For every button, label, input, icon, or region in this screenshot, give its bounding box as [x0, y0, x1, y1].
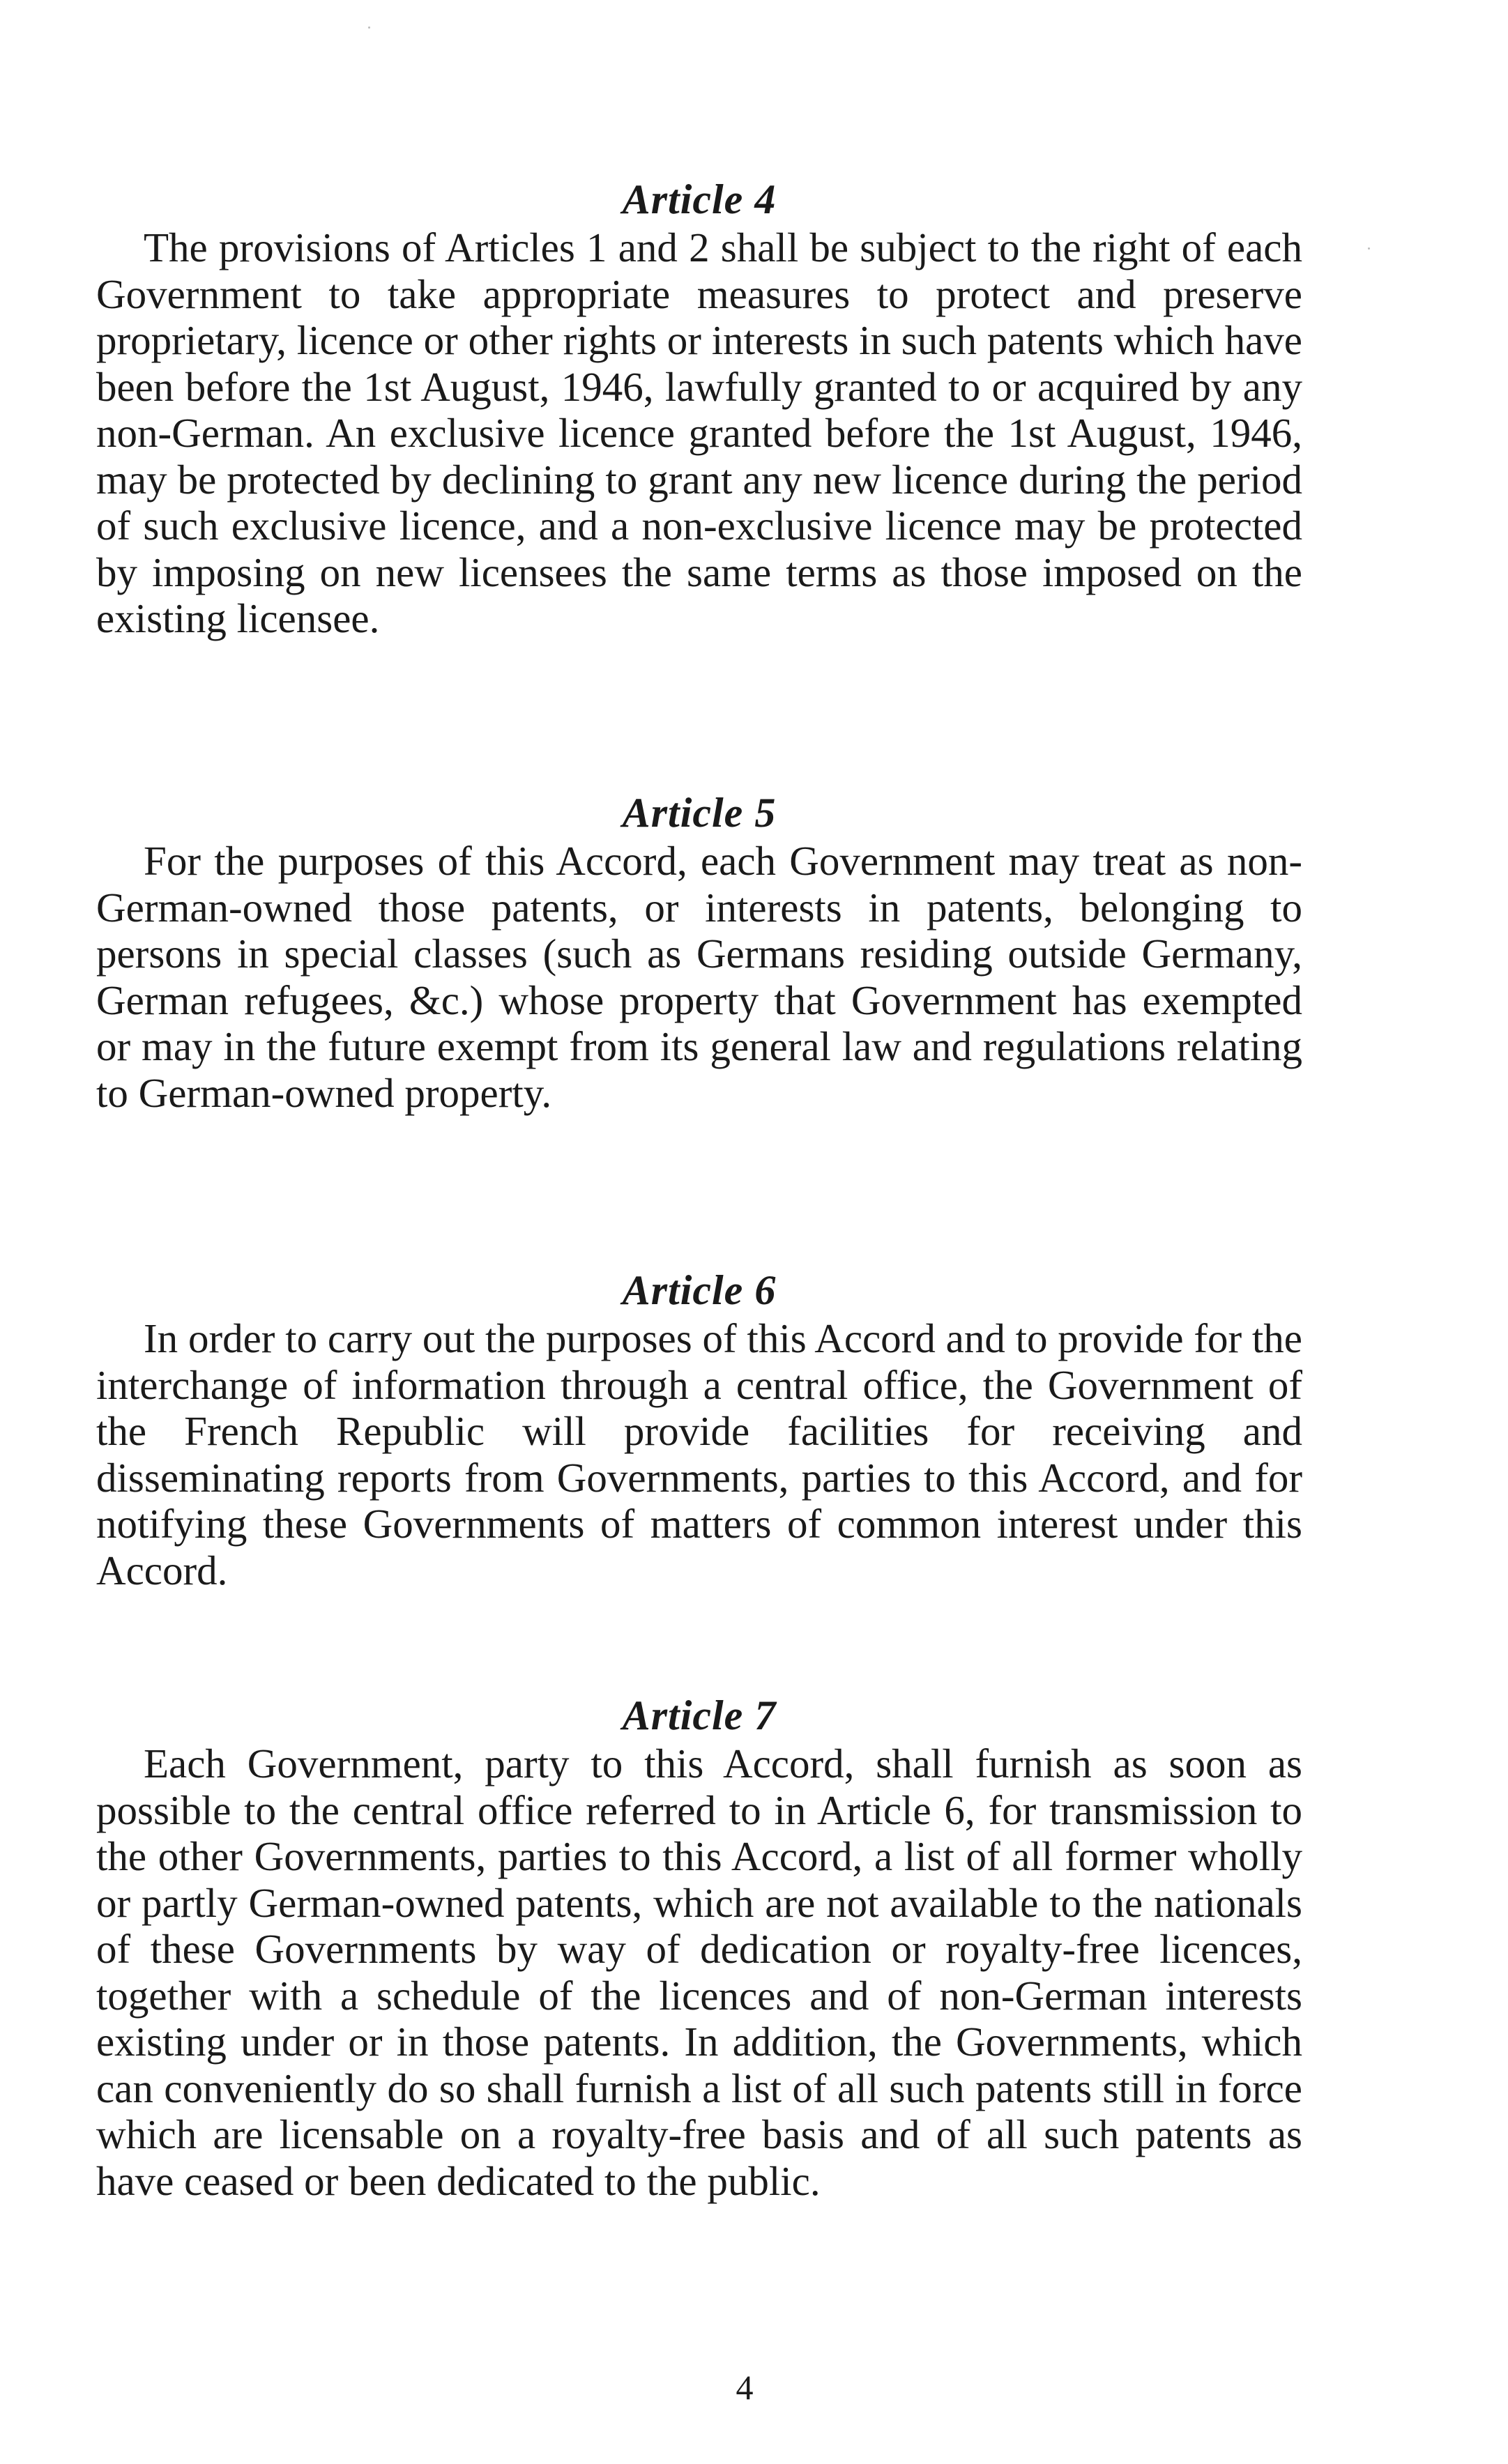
- article-6-section: [96, 1265, 1302, 1593]
- article-4-text: The provisions of Articles 1 and 2 shall be subject to the right of each Government to take appropriate measures to protect and preserve proprietary, licence or other rights or interests in such patents which have been before the 1st August, 1946, lawfully granted to or acquired by any non-German. An exclusive licence granted before the 1st August, 1946, may be protected by declining to grant any new licence during the period of such exclusive licence, and a non-exclusive licence may be protected by imposing on new licensees the same terms as those imposed on the existing licensee.: [96, 224, 1302, 641]
- page-number: 4: [736, 2368, 754, 2407]
- article-4-heading: Article 4: [622, 176, 777, 222]
- article-7-text: Each Government, party to this Accord, shall furnish as soon as possible to the central office referred to in Article 6, for transmission to the other Governments, parties to this Accord, a list of all former wholly or partly German-owned patents, which are not available to the nationals of these Governments by way of dedication or royalty-free licences, together with a schedule of the licences and of non-German interests existing under or in those patents. In addition, the Governments, which can conveniently do so shall furnish a list of all such patents still in force which are licensable on a royalty-free basis and of all such patents as have ceased or been dedicated to the public.: [96, 1740, 1302, 2204]
- scan-speck: [1368, 247, 1370, 250]
- article-4-section: [96, 174, 1302, 642]
- article-7-heading: Article 7: [622, 1692, 777, 1738]
- article-6-text: In order to carry out the purposes of this Accord and to provide for the interchange of information through a central office, the Government of the French Republic will provide facilities for receiving and disseminating reports from Governments, parties to this Accord, and for notifying these Governments of matters of common interest under this Accord.: [96, 1315, 1302, 1593]
- document-page: [96, 0, 1302, 2464]
- article-5-text: For the purposes of this Accord, each Government may treat as non-German-owned those patents, or interests in patents, belonging to persons in special classes (such as Germans residing outside Germany, German refugees, &c.) whose property that Government has exempted or may in the future exempt from its general law and regulations relating to German-owned property.: [96, 838, 1302, 1116]
- article-5-section: [96, 788, 1302, 1116]
- article-7-section: [96, 1690, 1302, 2204]
- article-6-heading: Article 6: [622, 1267, 777, 1313]
- article-5-heading: Article 5: [622, 790, 777, 836]
